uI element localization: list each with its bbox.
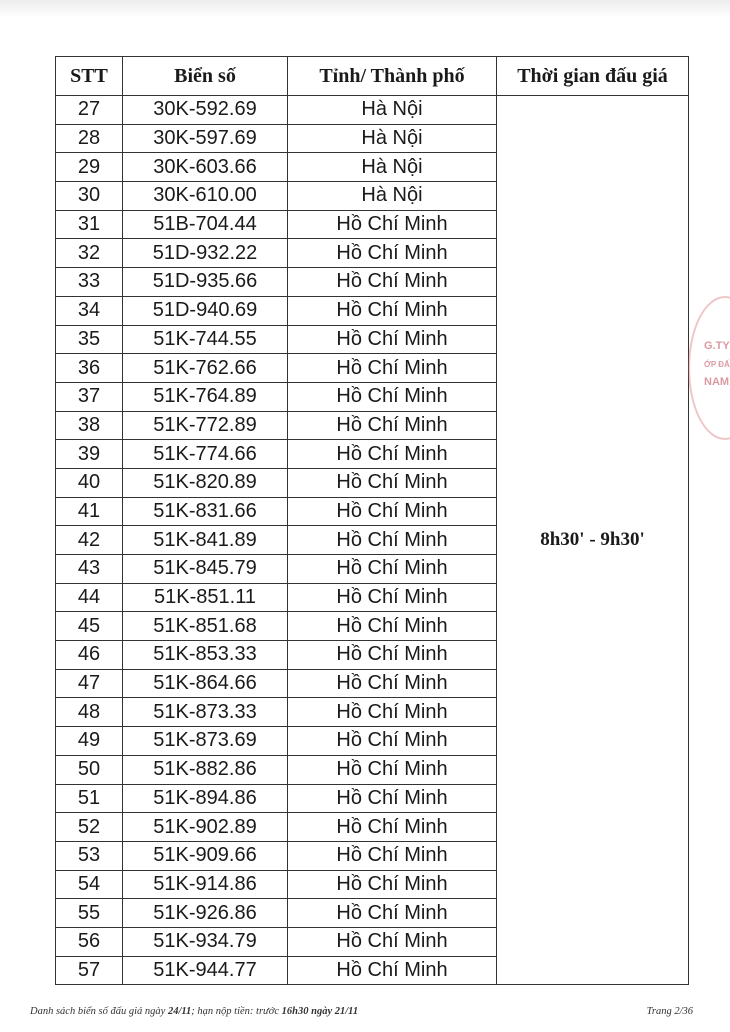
auction-time-cell: 8h30' - 9h30' (497, 96, 689, 985)
row-stt: 54 (56, 870, 123, 899)
seal-text-2: ỚP ĐẤ (704, 360, 730, 369)
header-stt: STT (56, 57, 123, 96)
row-stt: 32 (56, 239, 123, 268)
footer-auction-date: 24/11 (167, 1006, 192, 1017)
table-header-row (56, 57, 689, 96)
row-province: Hồ Chí Minh (288, 210, 497, 239)
row-province: Hồ Chí Minh (288, 555, 497, 584)
row-stt: 56 (56, 927, 123, 956)
row-plate: 51D-940.69 (123, 296, 288, 325)
header-auction-time: Thời gian đấu giá (497, 57, 689, 96)
row-province: Hồ Chí Minh (288, 382, 497, 411)
row-plate: 51K-845.79 (123, 555, 288, 584)
row-province: Hồ Chí Minh (288, 698, 497, 727)
row-stt: 55 (56, 899, 123, 928)
row-province: Hồ Chí Minh (288, 296, 497, 325)
row-plate: 30K-603.66 (123, 153, 288, 182)
row-province: Hà Nội (288, 124, 497, 153)
row-plate: 51D-932.22 (123, 239, 288, 268)
row-stt: 30 (56, 182, 123, 211)
row-plate: 51K-764.89 (123, 382, 288, 411)
row-province: Hồ Chí Minh (288, 813, 497, 842)
row-province: Hồ Chí Minh (288, 497, 497, 526)
row-plate: 51K-851.68 (123, 612, 288, 641)
row-province: Hồ Chí Minh (288, 899, 497, 928)
row-plate: 51K-772.89 (123, 411, 288, 440)
row-stt: 53 (56, 841, 123, 870)
row-province: Hồ Chí Minh (288, 325, 497, 354)
row-stt: 46 (56, 641, 123, 670)
row-plate: 51K-909.66 (123, 841, 288, 870)
row-province: Hồ Chí Minh (288, 440, 497, 469)
row-plate: 51K-864.66 (123, 669, 288, 698)
row-stt: 35 (56, 325, 123, 354)
row-stt: 31 (56, 210, 123, 239)
row-stt: 48 (56, 698, 123, 727)
row-stt: 41 (56, 497, 123, 526)
table-row (56, 96, 689, 125)
row-plate: 51K-831.66 (123, 497, 288, 526)
row-plate: 51K-873.69 (123, 727, 288, 756)
row-province: Hồ Chí Minh (288, 612, 497, 641)
row-plate: 51D-935.66 (123, 268, 288, 297)
row-province: Hồ Chí Minh (288, 669, 497, 698)
header-province: Tỉnh/ Thành phố (288, 57, 497, 96)
row-province: Hồ Chí Minh (288, 411, 497, 440)
company-seal (688, 296, 730, 440)
header-plate: Biển số (123, 57, 288, 96)
row-province: Hồ Chí Minh (288, 727, 497, 756)
footer-prefix: Danh sách biển số đấu giá ngày (30, 1006, 168, 1017)
row-stt: 45 (56, 612, 123, 641)
row-province: Hồ Chí Minh (288, 354, 497, 383)
page-number: Trang 2/36 (646, 1006, 693, 1017)
row-stt: 49 (56, 727, 123, 756)
row-stt: 40 (56, 468, 123, 497)
row-plate: 51K-873.33 (123, 698, 288, 727)
row-stt: 27 (56, 96, 123, 125)
row-stt: 44 (56, 583, 123, 612)
row-stt: 57 (56, 956, 123, 985)
row-province: Hồ Chí Minh (288, 870, 497, 899)
seal-text-1: G.TY (704, 340, 730, 352)
row-stt: 52 (56, 813, 123, 842)
row-province: Hồ Chí Minh (288, 755, 497, 784)
row-plate: 30K-597.69 (123, 124, 288, 153)
row-stt: 33 (56, 268, 123, 297)
row-province: Hồ Chí Minh (288, 468, 497, 497)
row-province: Hồ Chí Minh (288, 268, 497, 297)
row-province: Hồ Chí Minh (288, 784, 497, 813)
row-plate: 51K-934.79 (123, 927, 288, 956)
row-province: Hồ Chí Minh (288, 641, 497, 670)
row-plate: 30K-610.00 (123, 182, 288, 211)
row-stt: 39 (56, 440, 123, 469)
row-province: Hồ Chí Minh (288, 956, 497, 985)
row-stt: 34 (56, 296, 123, 325)
row-plate: 51K-744.55 (123, 325, 288, 354)
row-stt: 29 (56, 153, 123, 182)
row-stt: 43 (56, 555, 123, 584)
row-plate: 51K-774.66 (123, 440, 288, 469)
row-stt: 42 (56, 526, 123, 555)
row-plate: 30K-592.69 (123, 96, 288, 125)
row-plate: 51K-820.89 (123, 468, 288, 497)
row-stt: 38 (56, 411, 123, 440)
row-stt: 50 (56, 755, 123, 784)
plate-auction-table (55, 56, 689, 985)
footer-middle: ; hạn nộp tiền: trước (191, 1006, 282, 1017)
seal-text-3: NAM (704, 376, 730, 388)
row-stt: 37 (56, 382, 123, 411)
row-province: Hồ Chí Minh (288, 583, 497, 612)
row-plate: 51K-882.86 (123, 755, 288, 784)
row-plate: 51K-926.86 (123, 899, 288, 928)
row-stt: 51 (56, 784, 123, 813)
row-plate: 51K-762.66 (123, 354, 288, 383)
table-body (56, 96, 689, 985)
row-plate: 51K-902.89 (123, 813, 288, 842)
footer-deadline: 16h30 ngày 21/11 (281, 1006, 359, 1017)
row-province: Hồ Chí Minh (288, 239, 497, 268)
row-plate: 51K-944.77 (123, 956, 288, 985)
row-stt: 36 (56, 354, 123, 383)
row-province: Hà Nội (288, 182, 497, 211)
row-plate: 51K-851.11 (123, 583, 288, 612)
scan-top-edge (0, 0, 730, 18)
row-plate: 51B-704.44 (123, 210, 288, 239)
row-plate: 51K-853.33 (123, 641, 288, 670)
row-province: Hồ Chí Minh (288, 927, 497, 956)
row-province: Hồ Chí Minh (288, 526, 497, 555)
row-province: Hà Nội (288, 153, 497, 182)
row-stt: 47 (56, 669, 123, 698)
row-stt: 28 (56, 124, 123, 153)
row-plate: 51K-914.86 (123, 870, 288, 899)
row-province: Hồ Chí Minh (288, 841, 497, 870)
row-province: Hà Nội (288, 96, 497, 125)
row-plate: 51K-894.86 (123, 784, 288, 813)
row-plate: 51K-841.89 (123, 526, 288, 555)
footer-note (30, 1006, 358, 1017)
